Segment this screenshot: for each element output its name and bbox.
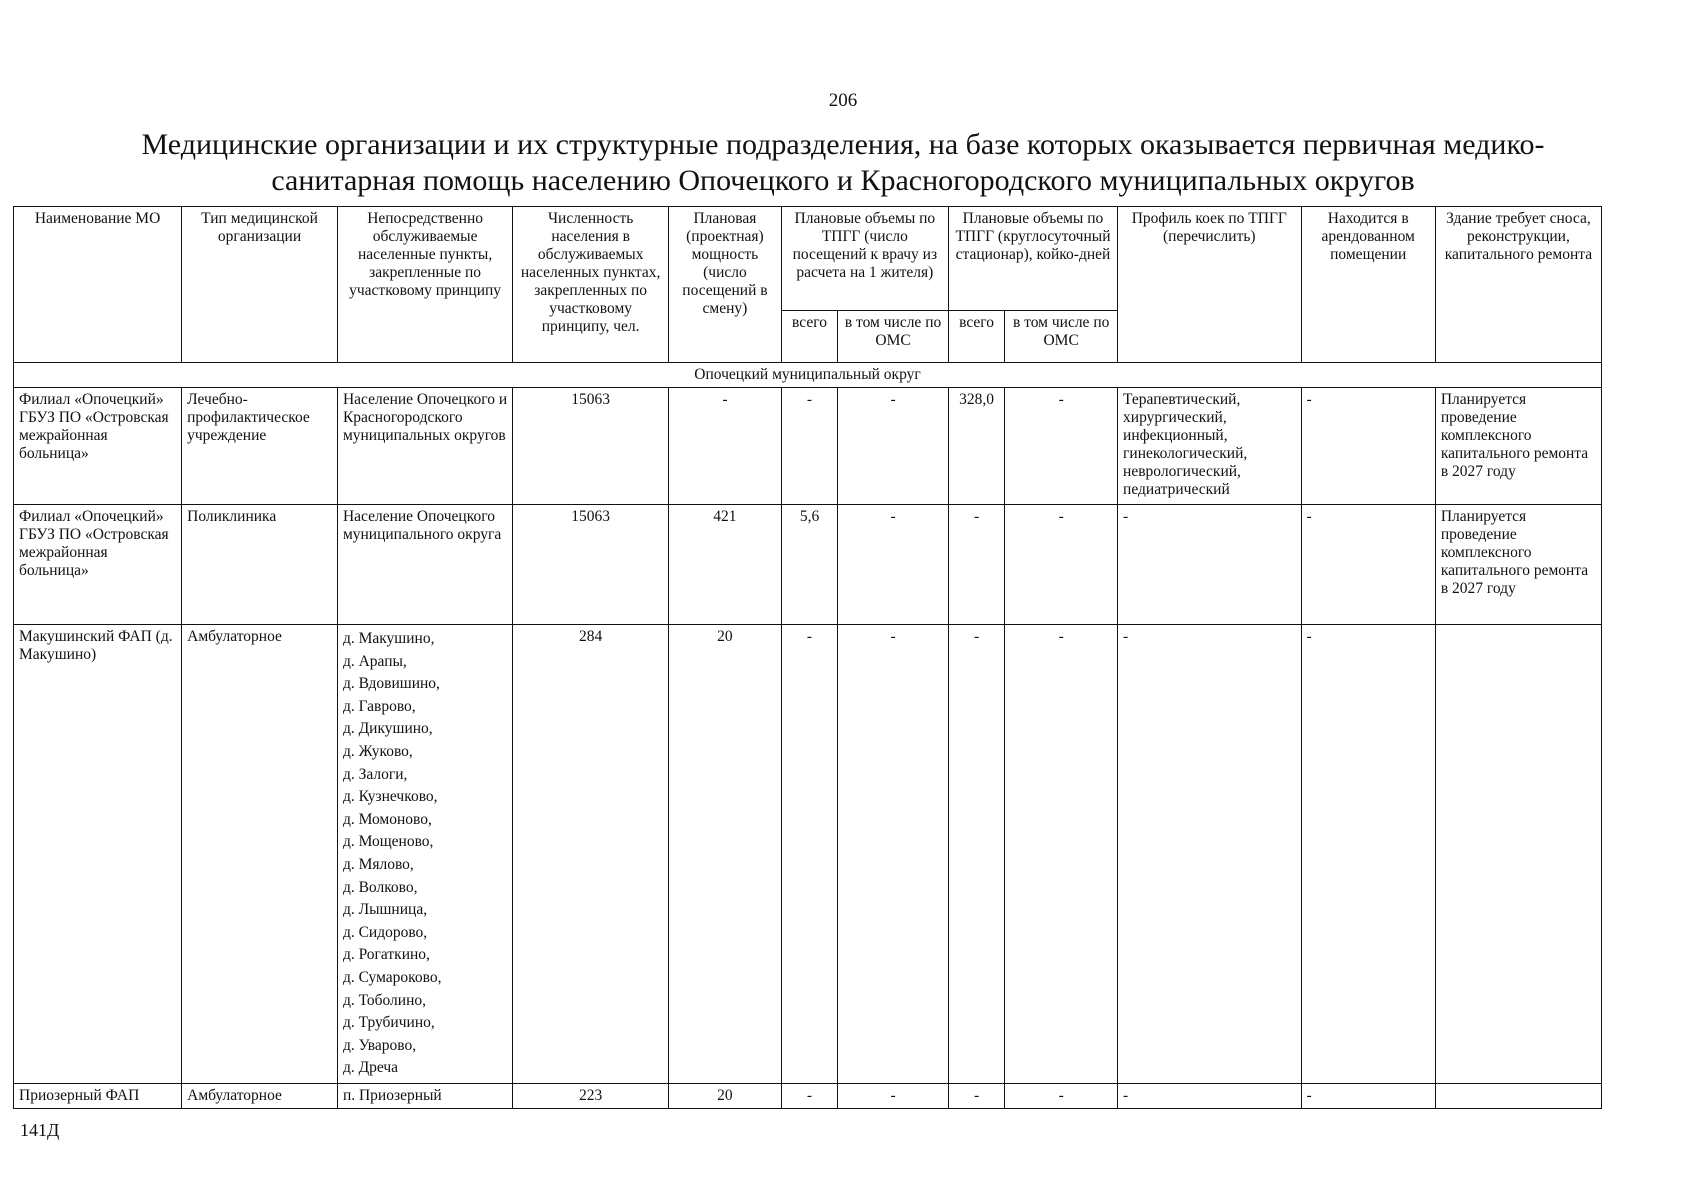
header-beddays: Плановые объемы по ТПГГ (круглосуточный стационар), койко-дней — [948, 207, 1117, 311]
cell-profile: - — [1118, 1083, 1302, 1108]
header-type: Тип медицинской организации — [182, 207, 338, 363]
cell-visits-oms: - — [838, 505, 949, 625]
cell-beddays-oms: - — [1005, 505, 1118, 625]
cell-name: Макушинский ФАП (д. Макушино) — [14, 625, 182, 1084]
locality-item: д. Трубичино, — [342, 1014, 435, 1032]
locality-item: д. Лышница, — [342, 901, 428, 919]
cell-served: Население Опочецкого муниципального округа — [337, 505, 512, 625]
locality-item: д. Сумароково, — [342, 968, 442, 986]
cell-visits-oms: - — [838, 388, 949, 505]
page-number: 206 — [828, 90, 858, 111]
section-title: Опочецкий муниципальный округ — [14, 363, 1602, 388]
locality-item: д. Момоново, — [342, 810, 432, 828]
locality-item: д. Жуково, — [342, 742, 413, 760]
cell-rented: - — [1301, 1083, 1435, 1108]
locality-item: д. Залоги, — [342, 765, 408, 783]
header-name: Наименование МО — [14, 207, 182, 363]
locality-item: д. Мялово, — [342, 855, 414, 873]
header-population: Численность населения в обслуживаемых населенных пунктах, закрепленных по участковому принципу, чел. — [513, 207, 669, 363]
document-code: 141Д — [20, 1120, 60, 1140]
cell-visits-total: - — [781, 388, 837, 505]
locality-item: д. Дикушино, — [342, 720, 433, 738]
header-profile: Профиль коек по ТПГГ (перечислить) — [1118, 207, 1302, 363]
cell-capacity: - — [669, 388, 782, 505]
header-building: Здание требует сноса, реконструкции, капитального ремонта — [1435, 207, 1601, 363]
cell-name: Филиал «Опочецкий» ГБУЗ ПО «Островская межрайонная больница» — [14, 388, 182, 505]
header-capacity: Плановая (проектная) мощность (число посещений в смену) — [669, 207, 782, 363]
header-visits-oms: в том числе по ОМС — [838, 311, 949, 363]
header-served: Непосредственно обслуживаемые населенные пункты, закрепленные по участковому принципу — [337, 207, 512, 363]
cell-rented: - — [1301, 625, 1435, 1084]
cell-beddays-total: - — [948, 505, 1004, 625]
cell-capacity: 421 — [669, 505, 782, 625]
locality-item: д. Сидорово, — [342, 923, 428, 941]
header-rented: Находится в арендованном помещении — [1301, 207, 1435, 363]
cell-building — [1435, 1083, 1601, 1108]
cell-population: 15063 — [513, 388, 669, 505]
locality-item: д. Рогаткино, — [342, 946, 430, 964]
title-line-1: Медицинские организации и их структурные подразделения, на базе которых оказывается первичная медико- — [141, 128, 1545, 161]
cell-beddays-oms: - — [1005, 388, 1118, 505]
cell-beddays-total: - — [948, 625, 1004, 1084]
cell-type: Поликлиника — [182, 505, 338, 625]
cell-building — [1435, 625, 1601, 1084]
locality-item: д. Гаврово, — [342, 697, 416, 715]
cell-beddays-oms: - — [1005, 625, 1118, 1084]
cell-profile: - — [1118, 505, 1302, 625]
cell-rented: - — [1301, 388, 1435, 505]
title-line-2: санитарная помощь населению Опочецкого и Красногородского муниципальных округов — [271, 164, 1415, 197]
cell-beddays-total: 328,0 — [948, 388, 1004, 505]
locality-item: д. Кузнечково, — [342, 788, 438, 806]
cell-served: Население Опочецкого и Красногородского муниципальных округов — [337, 388, 512, 505]
cell-population: 284 — [513, 625, 669, 1084]
cell-name: Приозерный ФАП — [14, 1083, 182, 1108]
cell-type: Амбулаторное — [182, 1083, 338, 1108]
cell-profile: Терапевтический, хирургический, инфекционный, гинекологический, неврологический, педиатрический — [1118, 388, 1302, 505]
cell-profile: - — [1118, 625, 1302, 1084]
cell-beddays-total: - — [948, 1083, 1004, 1108]
locality-item: д. Мощеново, — [342, 833, 434, 851]
cell-building: Планируется проведение комплексного капитального ремонта в 2027 году — [1435, 505, 1601, 625]
header-beddays-total: всего — [948, 311, 1004, 363]
header-beddays-oms: в том числе по ОМС — [1005, 311, 1118, 363]
table-row — [14, 388, 1602, 505]
cell-name: Филиал «Опочецкий» ГБУЗ ПО «Островская межрайонная больница» — [14, 505, 182, 625]
cell-visits-oms: - — [838, 625, 949, 1084]
cell-rented: - — [1301, 505, 1435, 625]
cell-population: 15063 — [513, 505, 669, 625]
cell-capacity: 20 — [669, 625, 782, 1084]
cell-capacity: 20 — [669, 1083, 782, 1108]
table-row — [14, 1083, 1602, 1108]
cell-building: Планируется проведение комплексного капитального ремонта в 2027 году — [1435, 388, 1601, 505]
locality-item: д. Волково, — [342, 878, 418, 896]
cell-visits-total: - — [781, 1083, 837, 1108]
header-visits-total: всего — [781, 311, 837, 363]
cell-visits-oms: - — [838, 1083, 949, 1108]
locality-item: д. Уварово, — [342, 1036, 417, 1054]
locality-item: д. Тоболино, — [342, 991, 427, 1009]
cell-served-list — [337, 625, 512, 1084]
document-title — [40, 127, 1646, 199]
locality-item: д. Дреча — [342, 1059, 399, 1077]
locality-item: д. Вдовишино, — [342, 675, 440, 693]
cell-visits-total: - — [781, 625, 837, 1084]
medical-organizations-table — [13, 206, 1602, 1109]
cell-beddays-oms: - — [1005, 1083, 1118, 1108]
header-visits: Плановые объемы по ТПГГ (число посещений к врачу из расчета на 1 жителя) — [781, 207, 948, 311]
locality-item: д. Арапы, — [342, 652, 407, 670]
table-row — [14, 505, 1602, 625]
cell-type: Амбулаторное — [182, 625, 338, 1084]
cell-type: Лечебно-профилактическое учреждение — [182, 388, 338, 505]
table-row — [14, 625, 1602, 1084]
cell-served: п. Приозерный — [337, 1083, 512, 1108]
cell-visits-total: 5,6 — [781, 505, 837, 625]
locality-item: д. Макушино, — [342, 630, 435, 647]
cell-population: 223 — [513, 1083, 669, 1108]
